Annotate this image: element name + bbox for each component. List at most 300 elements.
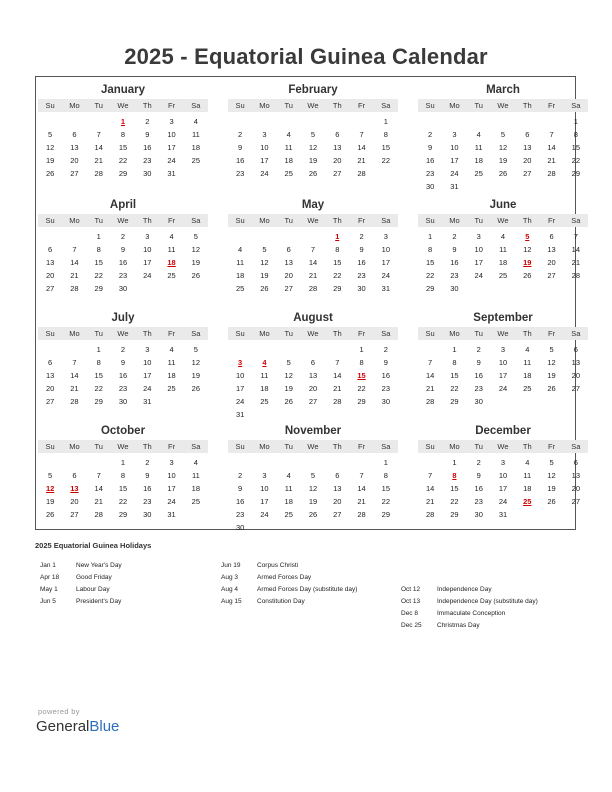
weekday-label: Sa xyxy=(191,216,201,225)
day-cell: 27 xyxy=(284,284,293,293)
days-grid xyxy=(38,456,208,521)
day-cell: 27 xyxy=(571,497,581,506)
day-cell: 26 xyxy=(45,510,55,519)
generalblue-logo[interactable] xyxy=(36,718,119,735)
month-name: January xyxy=(100,84,146,96)
day-cell: 24 xyxy=(450,169,459,178)
day-cell: 14 xyxy=(70,258,79,267)
day-cell: 15 xyxy=(571,143,581,152)
day-cell: 13 xyxy=(45,258,55,267)
day-cell: 16 xyxy=(474,484,483,493)
day-cell: 23 xyxy=(143,497,152,506)
day-cell: 9 xyxy=(145,130,150,139)
weekday-label: Sa xyxy=(571,216,581,225)
day-cell: 17 xyxy=(260,156,269,165)
day-cell: 19 xyxy=(308,497,318,506)
weekday-label: We xyxy=(497,442,509,451)
day-cell: 29 xyxy=(118,169,128,178)
weekday-label: Sa xyxy=(381,101,391,110)
empty-day-cell xyxy=(491,115,515,128)
day-cell: 11 xyxy=(191,471,200,480)
days-grid xyxy=(418,230,588,295)
day-cell: 25 xyxy=(498,271,508,280)
weekday-label: Mo xyxy=(69,442,80,451)
day-cell: 25 xyxy=(191,156,201,165)
holiday-row xyxy=(221,584,357,596)
day-cell: 2 xyxy=(238,471,243,480)
empty-day-cell xyxy=(62,115,86,128)
day-cell: 4 xyxy=(169,232,174,241)
weekday-label: We xyxy=(307,442,319,451)
day-cell: 27 xyxy=(523,169,532,178)
holiday-name: Good Friday xyxy=(76,574,112,581)
day-cell: 16 xyxy=(235,156,245,165)
day-cell: 19 xyxy=(260,271,269,280)
weekday-label: Tu xyxy=(474,442,483,451)
day-cell: 19 xyxy=(547,484,556,493)
weekday-label: Su xyxy=(235,329,245,338)
day-cell: 22 xyxy=(94,271,103,280)
weekday-label: Mo xyxy=(259,329,270,338)
day-cell: 2 xyxy=(359,232,364,241)
day-cell: 29 xyxy=(118,510,128,519)
day-cell: 6 xyxy=(48,358,53,367)
day-cell: 24 xyxy=(474,271,483,280)
day-cell: 7 xyxy=(310,245,316,254)
day-cell: 7 xyxy=(335,358,340,367)
day-cell: 26 xyxy=(523,271,532,280)
holiday-list-column-1 xyxy=(40,560,122,608)
day-cell: 14 xyxy=(70,371,79,380)
day-cell: 25 xyxy=(167,271,176,280)
weekday-label: Su xyxy=(425,329,435,338)
holiday-row xyxy=(40,572,122,584)
day-cell: 4 xyxy=(238,245,243,254)
weekday-label: Sa xyxy=(191,329,201,338)
holiday-name: Armed Forces Day (substitute day) xyxy=(257,586,358,593)
day-cell: 6 xyxy=(310,358,316,367)
weekday-label: Fr xyxy=(548,442,556,451)
day-cell: 17 xyxy=(167,143,176,152)
weekday-header xyxy=(38,214,208,227)
day-cell: 9 xyxy=(145,471,150,480)
day-cell: 24 xyxy=(167,497,176,506)
weekday-label: Th xyxy=(522,101,532,110)
weekday-label: Tu xyxy=(474,329,483,338)
day-cell: 28 xyxy=(425,397,435,406)
day-cell: 14 xyxy=(308,258,318,267)
day-cell: 3 xyxy=(500,345,506,354)
weekday-label: Su xyxy=(45,442,55,451)
empty-day-cell xyxy=(301,456,325,469)
day-cell: 6 xyxy=(72,471,77,480)
holiday-list-column-2 xyxy=(221,560,357,608)
holiday-date: Oct 13 xyxy=(401,598,421,605)
day-cell: 25 xyxy=(167,384,176,393)
day-cell: 11 xyxy=(284,484,293,493)
day-cell: 14 xyxy=(357,484,366,493)
day-cell: 3 xyxy=(500,458,506,467)
day-cell: 14 xyxy=(94,484,103,493)
day-cell: 15 xyxy=(94,258,103,267)
holiday-date: Apr 18 xyxy=(40,574,60,581)
month-name: November xyxy=(284,425,342,437)
day-cell: 26 xyxy=(191,271,201,280)
day-cell: 29 xyxy=(450,510,459,519)
day-cell: 13 xyxy=(70,143,79,152)
weekday-label: Fr xyxy=(358,216,366,225)
days-grid xyxy=(228,343,398,421)
day-cell: 29 xyxy=(357,397,366,406)
empty-day-cell xyxy=(252,230,276,243)
weekday-label: Fr xyxy=(168,329,176,338)
holiday-date: Jun 5 xyxy=(40,598,56,605)
day-cell: 10 xyxy=(498,471,508,480)
day-cell: 6 xyxy=(573,458,578,467)
day-cell: 9 xyxy=(238,143,243,152)
holiday-day-cell: 5 xyxy=(525,232,530,241)
day-cell: 26 xyxy=(260,284,269,293)
day-cell: 6 xyxy=(335,130,340,139)
weekday-label: Su xyxy=(425,442,435,451)
day-cell: 12 xyxy=(308,484,318,493)
day-cell: 18 xyxy=(523,371,532,380)
day-cell: 26 xyxy=(308,510,318,519)
day-cell: 31 xyxy=(143,397,152,406)
day-cell: 14 xyxy=(425,484,435,493)
day-cell: 12 xyxy=(191,245,201,254)
holiday-day-cell: 25 xyxy=(523,497,532,506)
weekday-label: Mo xyxy=(449,216,460,225)
day-cell: 9 xyxy=(120,245,126,254)
day-cell: 20 xyxy=(308,384,318,393)
weekday-label: Sa xyxy=(191,442,201,451)
weekday-label: Th xyxy=(332,329,342,338)
day-cell: 23 xyxy=(474,497,483,506)
holiday-day-cell: 3 xyxy=(238,358,243,367)
holiday-date: Aug 4 xyxy=(221,586,238,593)
day-cell: 11 xyxy=(260,371,269,380)
day-cell: 18 xyxy=(191,484,201,493)
day-cell: 19 xyxy=(45,497,55,506)
day-cell: 1 xyxy=(120,458,126,467)
holiday-row xyxy=(40,584,122,596)
month-may xyxy=(228,198,398,295)
day-cell: 22 xyxy=(357,384,366,393)
day-cell: 5 xyxy=(310,130,316,139)
day-cell: 28 xyxy=(547,169,556,178)
holiday-day-cell: 15 xyxy=(357,371,366,380)
day-cell: 24 xyxy=(260,169,269,178)
day-cell: 22 xyxy=(450,497,459,506)
day-cell: 5 xyxy=(500,130,506,139)
day-cell: 1 xyxy=(452,458,457,467)
day-cell: 29 xyxy=(333,284,342,293)
days-grid xyxy=(418,343,588,408)
holiday-name: Christmas Day xyxy=(437,622,480,629)
weekday-label: Th xyxy=(142,329,152,338)
day-cell: 20 xyxy=(333,497,342,506)
day-cell: 27 xyxy=(70,169,79,178)
day-cell: 22 xyxy=(118,497,128,506)
day-cell: 28 xyxy=(357,510,366,519)
weekday-label: Tu xyxy=(284,216,293,225)
empty-day-cell xyxy=(325,456,349,469)
day-cell: 29 xyxy=(425,284,435,293)
weekday-label: Tu xyxy=(94,101,103,110)
day-cell: 10 xyxy=(260,143,269,152)
empty-day-cell xyxy=(87,456,111,469)
day-cell: 29 xyxy=(450,397,459,406)
empty-day-cell xyxy=(87,115,111,128)
weekday-label: Su xyxy=(425,101,435,110)
day-cell: 11 xyxy=(523,471,532,480)
day-cell: 9 xyxy=(428,143,433,152)
weekday-label: We xyxy=(117,329,129,338)
day-cell: 7 xyxy=(573,232,578,241)
day-cell: 10 xyxy=(260,484,269,493)
day-cell: 2 xyxy=(428,130,433,139)
weekday-label: Mo xyxy=(449,329,460,338)
day-cell: 18 xyxy=(523,484,532,493)
day-cell: 29 xyxy=(94,397,103,406)
day-cell: 1 xyxy=(428,232,433,241)
day-cell: 6 xyxy=(72,130,77,139)
holiday-name: New Year's Day xyxy=(76,562,122,569)
day-cell: 25 xyxy=(474,169,483,178)
day-cell: 11 xyxy=(167,245,176,254)
day-cell: 31 xyxy=(167,510,176,519)
weekday-label: Sa xyxy=(381,442,391,451)
day-cell: 21 xyxy=(308,271,318,280)
holiday-row xyxy=(401,620,538,632)
day-cell: 26 xyxy=(191,384,201,393)
day-cell: 21 xyxy=(70,384,79,393)
day-cell: 30 xyxy=(143,510,152,519)
day-cell: 15 xyxy=(450,484,459,493)
day-cell: 5 xyxy=(262,245,267,254)
day-cell: 31 xyxy=(450,182,459,191)
day-cell: 24 xyxy=(235,397,245,406)
day-cell: 1 xyxy=(96,345,101,354)
day-cell: 6 xyxy=(525,130,530,139)
day-cell: 10 xyxy=(381,245,391,254)
weekday-label: Tu xyxy=(284,101,293,110)
weekday-label: Sa xyxy=(571,442,581,451)
day-cell: 18 xyxy=(260,384,269,393)
day-cell: 18 xyxy=(284,497,293,506)
holiday-row xyxy=(221,572,357,584)
holiday-date: Dec 25 xyxy=(401,622,422,629)
month-september xyxy=(418,311,588,408)
day-cell: 9 xyxy=(476,471,481,480)
day-cell: 7 xyxy=(72,245,77,254)
day-cell: 10 xyxy=(235,371,245,380)
weekday-label: Tu xyxy=(474,216,483,225)
weekday-label: Th xyxy=(522,442,532,451)
day-cell: 5 xyxy=(310,471,316,480)
weekday-label: Fr xyxy=(548,101,556,110)
day-cell: 5 xyxy=(193,232,198,241)
empty-day-cell xyxy=(325,115,349,128)
day-cell: 23 xyxy=(118,384,128,393)
holiday-row xyxy=(401,596,538,608)
weekday-header xyxy=(418,99,588,112)
month-august xyxy=(228,311,398,421)
day-cell: 22 xyxy=(571,156,581,165)
day-cell: 30 xyxy=(425,182,435,191)
day-cell: 2 xyxy=(238,130,243,139)
day-cell: 13 xyxy=(333,143,342,152)
day-cell: 23 xyxy=(450,271,459,280)
day-cell: 13 xyxy=(571,358,581,367)
day-cell: 12 xyxy=(260,258,269,267)
holiday-day-cell: 13 xyxy=(70,484,79,493)
day-cell: 13 xyxy=(333,484,342,493)
weekday-header xyxy=(418,440,588,453)
day-cell: 24 xyxy=(143,271,152,280)
day-cell: 14 xyxy=(547,143,556,152)
days-grid xyxy=(418,115,588,193)
day-cell: 28 xyxy=(94,510,103,519)
day-cell: 17 xyxy=(260,497,269,506)
day-cell: 21 xyxy=(94,497,103,506)
day-cell: 17 xyxy=(143,258,152,267)
day-cell: 3 xyxy=(169,458,174,467)
day-cell: 20 xyxy=(547,258,556,267)
day-cell: 27 xyxy=(308,397,318,406)
weekday-label: Sa xyxy=(381,216,391,225)
weekday-label: Mo xyxy=(259,101,270,110)
day-cell: 9 xyxy=(476,358,481,367)
holiday-name: Armed Forces Day xyxy=(257,574,312,581)
day-cell: 11 xyxy=(499,245,507,254)
day-cell: 9 xyxy=(120,358,126,367)
day-cell: 5 xyxy=(286,358,291,367)
day-cell: 10 xyxy=(143,245,152,254)
weekday-label: Fr xyxy=(358,329,366,338)
day-cell: 15 xyxy=(94,371,103,380)
day-cell: 25 xyxy=(284,510,293,519)
month-october xyxy=(38,424,208,521)
day-cell: 15 xyxy=(425,258,435,267)
days-grid xyxy=(228,456,398,534)
day-cell: 4 xyxy=(193,117,198,126)
day-cell: 29 xyxy=(571,169,581,178)
day-cell: 21 xyxy=(547,156,556,165)
day-cell: 6 xyxy=(286,245,291,254)
month-june xyxy=(418,198,588,295)
day-cell: 3 xyxy=(145,232,150,241)
day-cell: 1 xyxy=(383,458,388,467)
day-cell: 4 xyxy=(525,458,530,467)
weekday-label: Th xyxy=(522,329,532,338)
day-cell: 2 xyxy=(145,458,150,467)
weekday-label: We xyxy=(307,216,319,225)
day-cell: 17 xyxy=(235,384,245,393)
day-cell: 4 xyxy=(476,130,481,139)
day-cell: 2 xyxy=(476,345,481,354)
day-cell: 16 xyxy=(118,258,128,267)
day-cell: 26 xyxy=(498,169,508,178)
day-cell: 21 xyxy=(333,384,342,393)
day-cell: 21 xyxy=(357,497,366,506)
day-cell: 9 xyxy=(238,484,243,493)
day-cell: 5 xyxy=(48,130,53,139)
holiday-row xyxy=(221,596,357,608)
empty-day-cell xyxy=(228,456,252,469)
weekday-label: Th xyxy=(332,216,342,225)
days-grid xyxy=(38,343,208,408)
day-cell: 4 xyxy=(500,232,506,241)
holiday-row xyxy=(40,560,122,572)
weekday-label: Fr xyxy=(168,101,176,110)
day-cell: 23 xyxy=(235,510,245,519)
month-name: October xyxy=(100,425,146,437)
empty-day-cell xyxy=(277,230,301,243)
day-cell: 3 xyxy=(476,232,481,241)
day-cell: 12 xyxy=(284,371,293,380)
day-cell: 2 xyxy=(120,232,126,241)
day-cell: 22 xyxy=(333,271,342,280)
logo-text-blue: Blue xyxy=(89,718,120,735)
days-grid xyxy=(38,230,208,295)
day-cell: 4 xyxy=(286,471,291,480)
day-cell: 17 xyxy=(167,484,176,493)
day-cell: 20 xyxy=(45,384,55,393)
day-cell: 5 xyxy=(549,345,554,354)
weekday-label: We xyxy=(497,216,509,225)
day-cell: 12 xyxy=(547,358,556,367)
day-cell: 28 xyxy=(94,169,103,178)
logo-text-general: General xyxy=(36,718,90,735)
day-cell: 2 xyxy=(452,232,457,241)
day-cell: 8 xyxy=(120,130,126,139)
day-cell: 5 xyxy=(48,471,53,480)
day-cell: 19 xyxy=(191,258,201,267)
day-cell: 26 xyxy=(547,497,556,506)
holiday-name: Immaculate Conception xyxy=(437,610,506,617)
day-cell: 27 xyxy=(571,384,581,393)
day-cell: 8 xyxy=(359,358,364,367)
day-cell: 14 xyxy=(94,143,103,152)
day-cell: 12 xyxy=(547,471,556,480)
holiday-date: Aug 3 xyxy=(221,574,238,581)
day-cell: 27 xyxy=(333,169,342,178)
empty-day-cell xyxy=(277,115,301,128)
empty-day-cell xyxy=(252,343,276,356)
weekday-header xyxy=(38,99,208,112)
holiday-date: Jan 1 xyxy=(40,562,56,569)
day-cell: 11 xyxy=(284,143,293,152)
day-cell: 15 xyxy=(333,258,342,267)
day-cell: 23 xyxy=(357,271,366,280)
weekday-label: Mo xyxy=(259,216,270,225)
month-name: July xyxy=(111,312,135,324)
empty-day-cell xyxy=(252,115,276,128)
weekday-header xyxy=(228,99,398,112)
days-grid xyxy=(228,115,398,180)
weekday-label: Tu xyxy=(284,329,293,338)
weekday-label: Su xyxy=(235,442,245,451)
day-cell: 19 xyxy=(308,156,318,165)
empty-day-cell xyxy=(418,115,442,128)
day-cell: 7 xyxy=(96,130,101,139)
weekday-header xyxy=(228,214,398,227)
day-cell: 6 xyxy=(573,345,578,354)
day-cell: 1 xyxy=(359,345,364,354)
weekday-label: We xyxy=(497,329,509,338)
